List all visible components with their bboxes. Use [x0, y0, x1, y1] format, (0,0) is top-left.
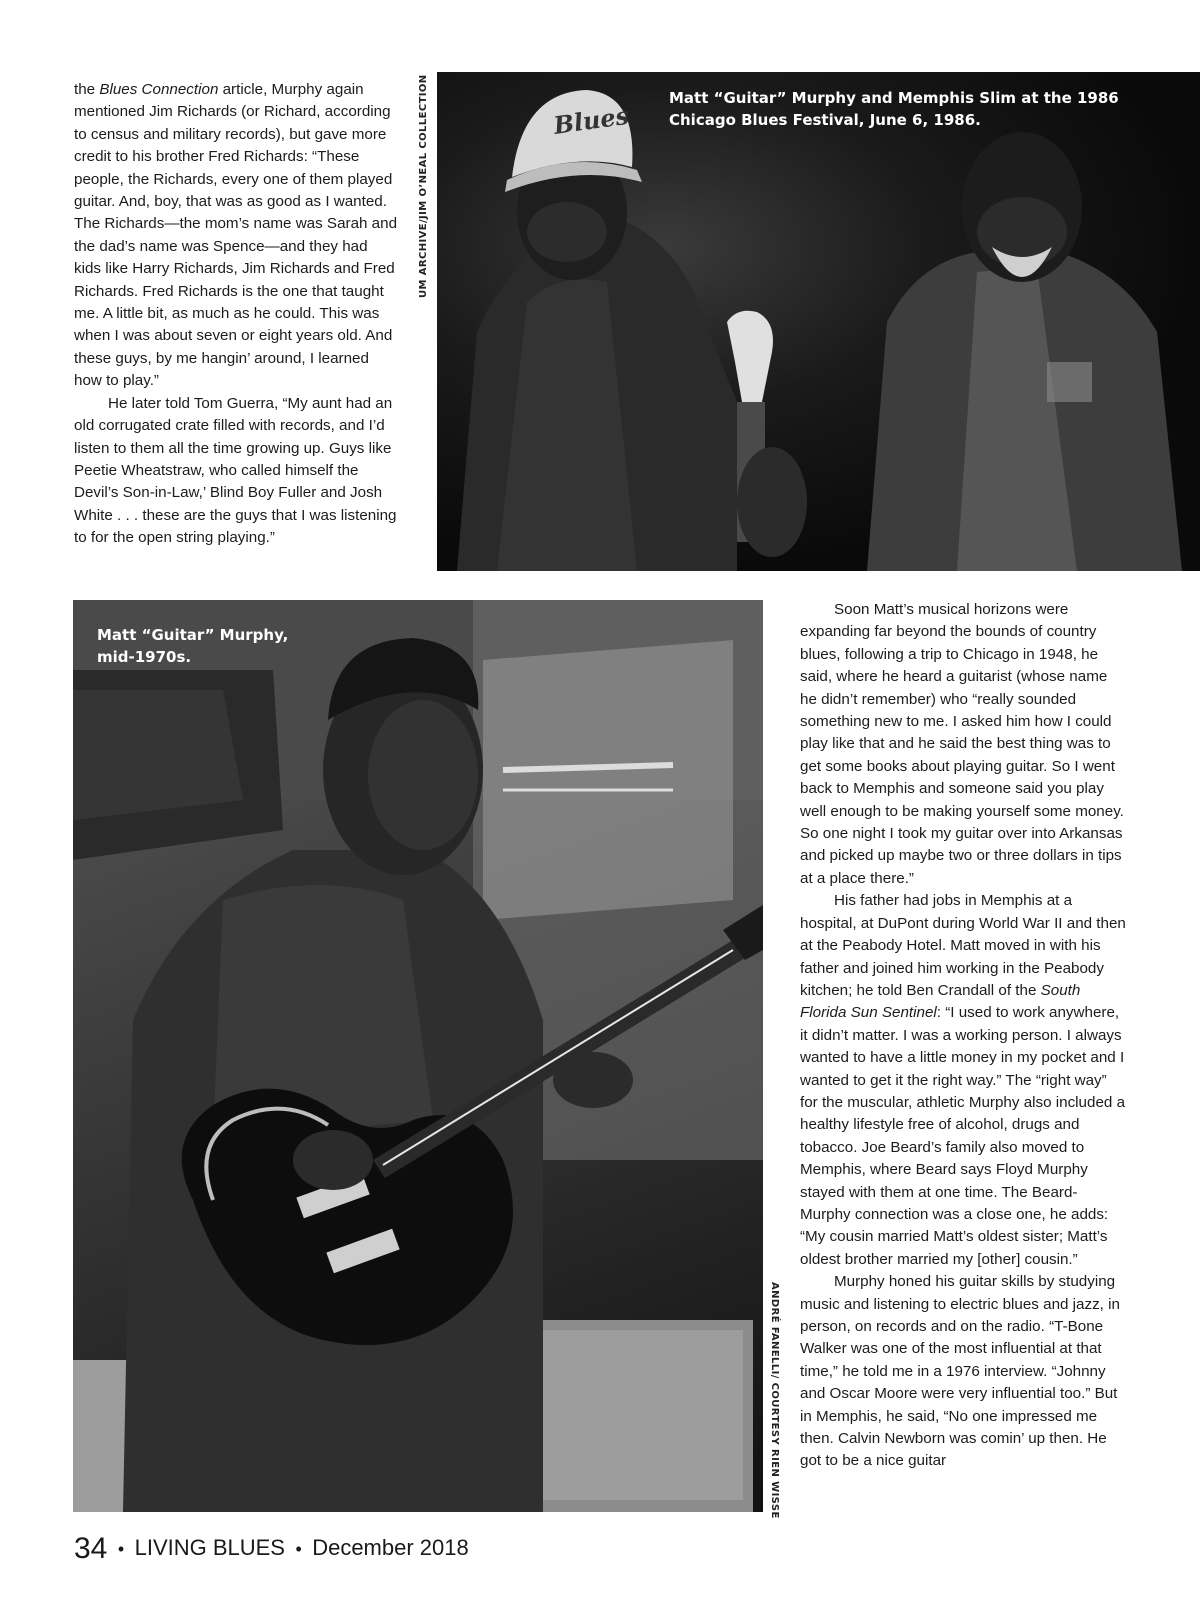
magazine-name: LIVING BLUES — [134, 1535, 285, 1560]
newspaper-title-italic: South Florida Sun Sentinel — [800, 981, 1081, 1022]
left-p1-start: the — [74, 81, 100, 98]
right-p2-start: His father had jobs in Memphis at a hospital, at DuPont during World War II and then at the Peabody Hotel. Matt moved in with his father and joined him working in the Peabody kitchen; he told Ben Crandall of the — [800, 892, 1126, 999]
right-paragraph-2 — [800, 890, 1128, 1271]
footer-separator-1: • — [117, 1539, 125, 1559]
footer-separator-2: • — [295, 1539, 302, 1559]
cap-logo-text: Blues — [551, 100, 631, 140]
photo-murphy-mid-1970s — [73, 600, 763, 1512]
issue-date: December 2018 — [312, 1535, 469, 1560]
right-paragraph-1: Soon Matt’s musical horizons were expanding far beyond the bounds of country blues, following a trip to Chicago in 1948, he said, where he heard a guitarist (whose name he didn’t remember) who “really sounded something new to me. I asked him how I could play like that and he said the best thing was to get some books about playing guitar. So I went back to Memphis and someone said you play well enough to be making yourself some money. So one night I took my guitar over into Arkansas and picked up maybe two or three dollars in tips at a place there.” — [800, 601, 1124, 887]
right-paragraph-3: Murphy honed his guitar skills by studying music and listening to electric blues and jazz, in person, on records and on the radio. “T-Bone Walker was one of the most influential at that time,” he told me in a 1976 interview. “Johnny and Oscar Moore were very influential too.” But in Memphis, he said, “No one impressed me then. Calvin Newborn was comin’ up then. He got to be a nice guitar — [800, 1273, 1120, 1470]
left-paragraph-2: He later told Tom Guerra, “My aunt had an old corrugated crate filled with records, and I’d listen to them all the time growing up. Guys like Peetie Wheatstraw, who called himself the Devil’s Son-in-Law,’ Blind Boy Fuller and Josh White . . . these are the guys that I was listening to for the open string playing.” — [74, 394, 397, 547]
photo-top-credit: UM ARCHIVE/JIM O’NEAL COLLECTION — [418, 74, 429, 298]
left-text-column — [74, 79, 398, 550]
right-p2-end: : “I used to work anywhere, it didn’t matter. I was a working person. I always wanted to have a little money in my pocket and I wanted to get it the right way.” The “right way” for the muscular, athletic Murphy also included a healthy lifestyle free of alcohol, drugs and tobacco. Joe Beard’s family also moved to Memphis, where Beard says Floyd Murphy stayed with them at one time. The Beard-Murphy connection was a close one, he adds: “My cousin married Matt’s oldest sister; Matt’s oldest brother married my [other] cousin.” — [800, 1004, 1126, 1268]
page-number: 34 — [74, 1532, 108, 1565]
left-paragraph-1 — [74, 79, 398, 393]
right-text-column — [800, 599, 1128, 1473]
left-p1-end: article, Murphy again mentioned Jim Richards (or Richard, according to census and military records), but gave more credit to his brother Fred Richards: “These people, the Richards, every one of them played guitar. And, boy, that was as good as I wanted. The Richards—the mom’s name was Sarah and the dad’s name was Spence—and they had kids like Harry Richards, Jim Richards and Fred Richards. Fred Richards is the one that taught me. A little bit, as much as he could. This was when I was about seven or eight years old. And these guys, by me hangin’ around, I learned how to play.” — [74, 81, 398, 390]
photo-bottom-caption: Matt “Guitar” Murphy, mid-1970s. — [97, 626, 289, 666]
page-footer — [74, 1532, 469, 1566]
photo-bottom-credit: ANDRÉ FANELLI/ COURTESY RIEN WISSE — [769, 1282, 780, 1519]
photo-top-illustration — [437, 72, 1200, 571]
photo-murphy-and-memphis-slim — [437, 72, 1200, 571]
publication-title-italic: Blues Connection — [99, 81, 219, 98]
photo-bottom-illustration — [73, 600, 763, 1512]
photo-top-caption: Matt “Guitar” Murphy and Memphis Slim at the 1986 Chicago Blues Festival, June 6, 1986. — [669, 89, 1119, 129]
